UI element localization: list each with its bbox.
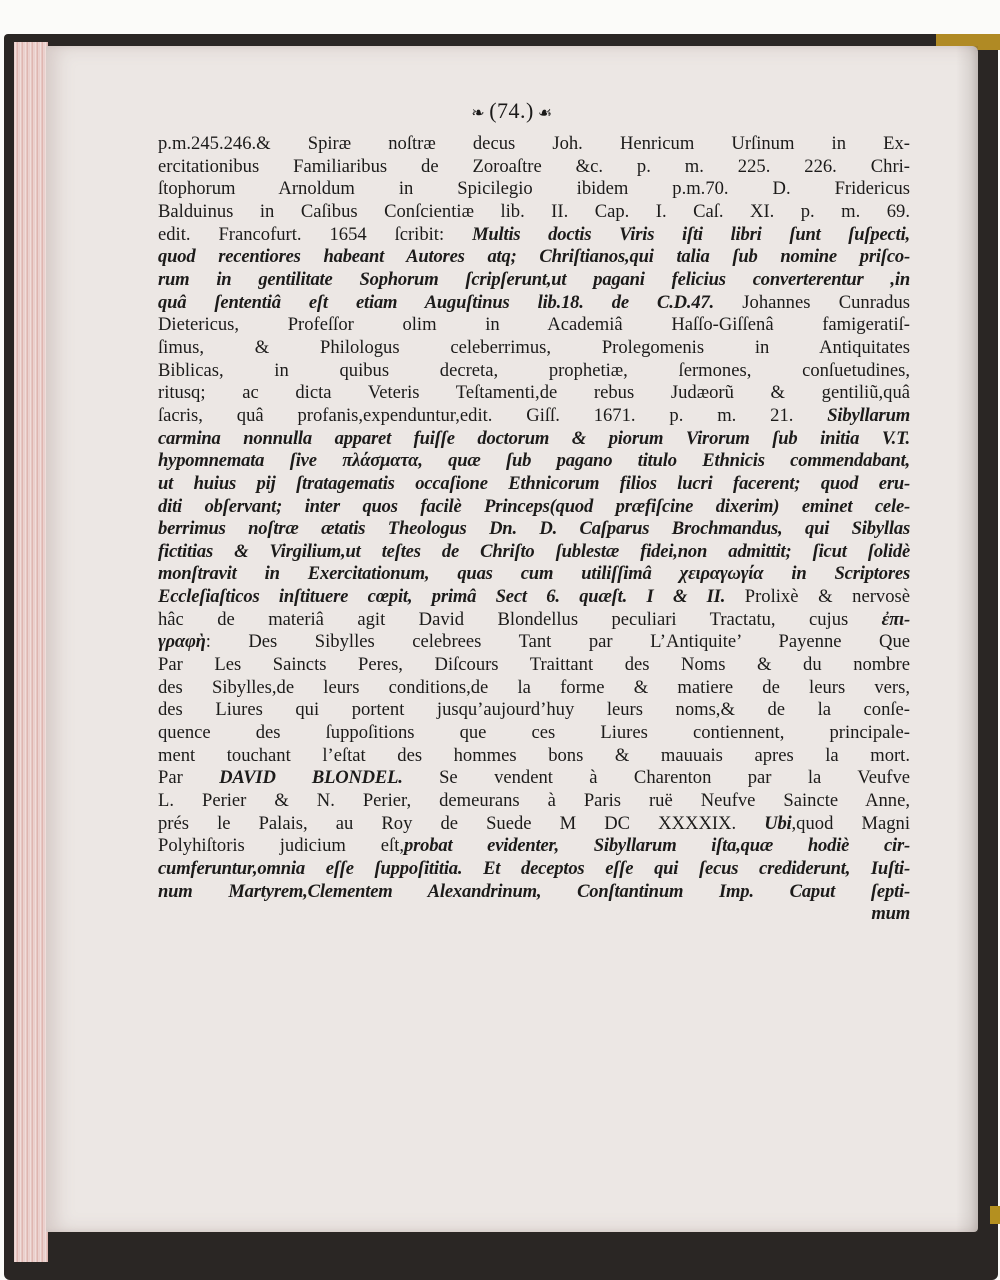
roman-segment: quence des ſuppoſitions que ces Liures contiennent, principale- (158, 722, 910, 744)
roman-segment: Se vendent à Charenton par la Veufve (402, 767, 910, 789)
text-line (158, 881, 910, 904)
italic-segment: monſtravit in Exercitationum, quas cum utiliſſimâ χειραγωγία in Scriptores (158, 563, 910, 585)
text-line (158, 767, 910, 790)
text-line (158, 541, 910, 564)
italic-segment: fictitias & Virgilium,ut teſtes de Chriſto ſublestæ fidei,non admittit; ſicut ſolidè (158, 540, 910, 562)
text-line (158, 269, 910, 292)
text-line (158, 292, 910, 315)
text-line (158, 858, 910, 881)
italic-segment: hypomnemata ſive πλάσματα, quæ ſub pagano titulo Ethnicis commendabant, (158, 450, 910, 472)
roman-segment: prés le Palais, au Roy de Suede M DC XXXXIX. (158, 812, 765, 834)
page-edges (14, 42, 48, 1262)
italic-segment: cumferuntur,omnia eſſe ſuppoſititia. Et deceptos eſſe qui ſecus crediderunt, Iuſti- (158, 858, 910, 879)
text-line (158, 473, 910, 496)
roman-segment: : Des Sibylles celebrees Tant par L’Antiquite’ Payenne Que (205, 631, 910, 653)
text-line (158, 450, 910, 473)
italic-segment: Eccleſiaſticos inſtituere cœpit, primâ Sect 6. quæſt. I & II. (158, 586, 726, 608)
text-line (158, 405, 910, 428)
italic-segment: berrimus noſtræ ætatis Theologus Dn. D. Caſparus Brochmandus, qui Sibyllas (158, 518, 910, 540)
gilt-edge-lower (990, 1206, 1000, 1224)
text-line (158, 631, 910, 654)
roman-segment: p.m.245.246.& Spiræ noſtræ decus Joh. Henricum Urſinum in Ex- (158, 133, 910, 154)
gutter-shadow (956, 46, 978, 1232)
roman-segment: Par Les Saincts Peres, Diſcours Traittant des Noms & du nombre (158, 654, 910, 676)
roman-segment: Biblicas, in quibus decreta, prophetiæ, ſermones, conſuetudines, (158, 359, 910, 381)
roman-segment: Par (158, 767, 220, 789)
text-line (158, 178, 910, 201)
roman-segment: ſacris, quâ profanis,expenduntur,edit. Giſſ. 1671. p. m. 21. (158, 404, 828, 426)
text-line (158, 654, 910, 677)
italic-segment: ut huius pij ſtratagematis occaſione Ethnicorum filios lucri facerent; quod eru- (158, 472, 910, 494)
ornament-right-icon: ☙ (537, 105, 553, 122)
roman-segment: ercitationibus Familiaribus de Zoroaſtre &c. p. m. 225. 226. Chri- (158, 155, 910, 177)
roman-segment: Prolixè & nervosè (725, 586, 910, 608)
italic-segment: rum in gentilitate Sophorum ſcripſerunt,ut pagani felicius converterentur ,in (158, 268, 910, 290)
text-line (158, 224, 910, 247)
roman-segment: edit. Francofurt. 1654 ſcribit: (158, 223, 473, 245)
italic-segment: num Martyrem,Clementem Alexandrinum, Conſtantinum Imp. Caput ſepti- (158, 880, 910, 902)
italic-segment: quod recentiores habeant Autores atq; Chriſtianos,qui talia ſub nomine priſco- (158, 246, 910, 268)
text-line (158, 156, 910, 179)
roman-segment: ritusq; ac dicta Veteris Teſtamenti,de rebus Judæorũ & gentiliũ,quâ (158, 382, 910, 404)
roman-segment: Polyhiſtoris judicium eſt, (158, 835, 405, 857)
body-text (158, 133, 910, 926)
text-line (158, 813, 910, 836)
italic-segment: quâ ſententiâ eſt etiam Auguſtinus lib.18. de C.D.47. (158, 291, 714, 313)
roman-segment: des Liures qui portent jusqu’aujourd’huy leurs noms,& de la conſe- (158, 699, 910, 721)
text-line (158, 382, 910, 405)
text-line (158, 563, 910, 586)
italic-segment: DAVID BLONDEL. (219, 767, 403, 789)
text-line (158, 201, 910, 224)
text-line (158, 133, 910, 156)
roman-segment: Balduinus in Caſibus Conſcientiæ lib. II. Cap. I. Caſ. XI. p. m. 69. (158, 200, 910, 222)
text-line (158, 337, 910, 360)
italic-segment: probat evidenter, Sibyllarum iſta,quæ hodiè cir- (404, 835, 911, 857)
text-line (158, 586, 910, 609)
roman-segment: hâc de materiâ agit David Blondellus peculiari Tractatu, cujus (158, 608, 882, 630)
roman-segment: Johannes Cunradus (714, 291, 910, 313)
italic-segment: diti obſervant; inter quos facilè Princeps(quod præfiſcine dixerim) eminet cele- (158, 495, 910, 517)
text-line (158, 790, 910, 813)
text-line (158, 677, 910, 700)
roman-segment: ,quod Magni (791, 812, 911, 834)
catchword: mum (871, 903, 910, 925)
text-line (158, 699, 910, 722)
roman-segment: des Sibylles,de leurs conditions,de la forme & matiere de leurs vers, (158, 676, 910, 698)
text-line (158, 609, 910, 632)
text-line (158, 496, 910, 519)
text-line (158, 360, 910, 383)
ornament-left-icon: ❧ (471, 105, 486, 122)
italic-segment: Ubi (764, 812, 792, 834)
italic-segment: Sibyllarum (827, 404, 910, 426)
text-line (158, 428, 910, 451)
text-line (158, 722, 910, 745)
text-line (158, 745, 910, 768)
roman-segment: ſtophorum Arnoldum in Spicilegio ibidem p.m.70. D. Fridericus (158, 178, 910, 200)
page-number: (74.) (489, 98, 534, 123)
italic-segment: γραφὴ (158, 631, 206, 653)
italic-segment: carmina nonnulla apparet fuiſſe doctorum & piorum Virorum ſub initia V.T. (158, 427, 910, 449)
roman-segment: Dietericus, Profeſſor olim in Academiâ Haſſo-Giſſenâ famigeratiſ- (158, 314, 910, 336)
text-line (158, 246, 910, 269)
roman-segment: L. Perier & N. Perier, demeurans à Paris ruë Neufve Saincte Anne, (158, 790, 910, 812)
roman-segment: ment touchant l’eſtat des hommes bons & mauuais apres la mort. (158, 744, 910, 766)
page-number-heading (46, 98, 978, 124)
roman-segment: ſimus, & Philologus celeberrimus, Prolegomenis in Antiquitates (158, 336, 910, 358)
text-line (158, 835, 910, 858)
italic-segment: ἐπι- (881, 608, 910, 630)
italic-segment: Multis doctis Viris iſti libri ſunt ſuſpecti, (472, 223, 910, 245)
text-line (158, 518, 910, 541)
text-line (158, 314, 910, 337)
